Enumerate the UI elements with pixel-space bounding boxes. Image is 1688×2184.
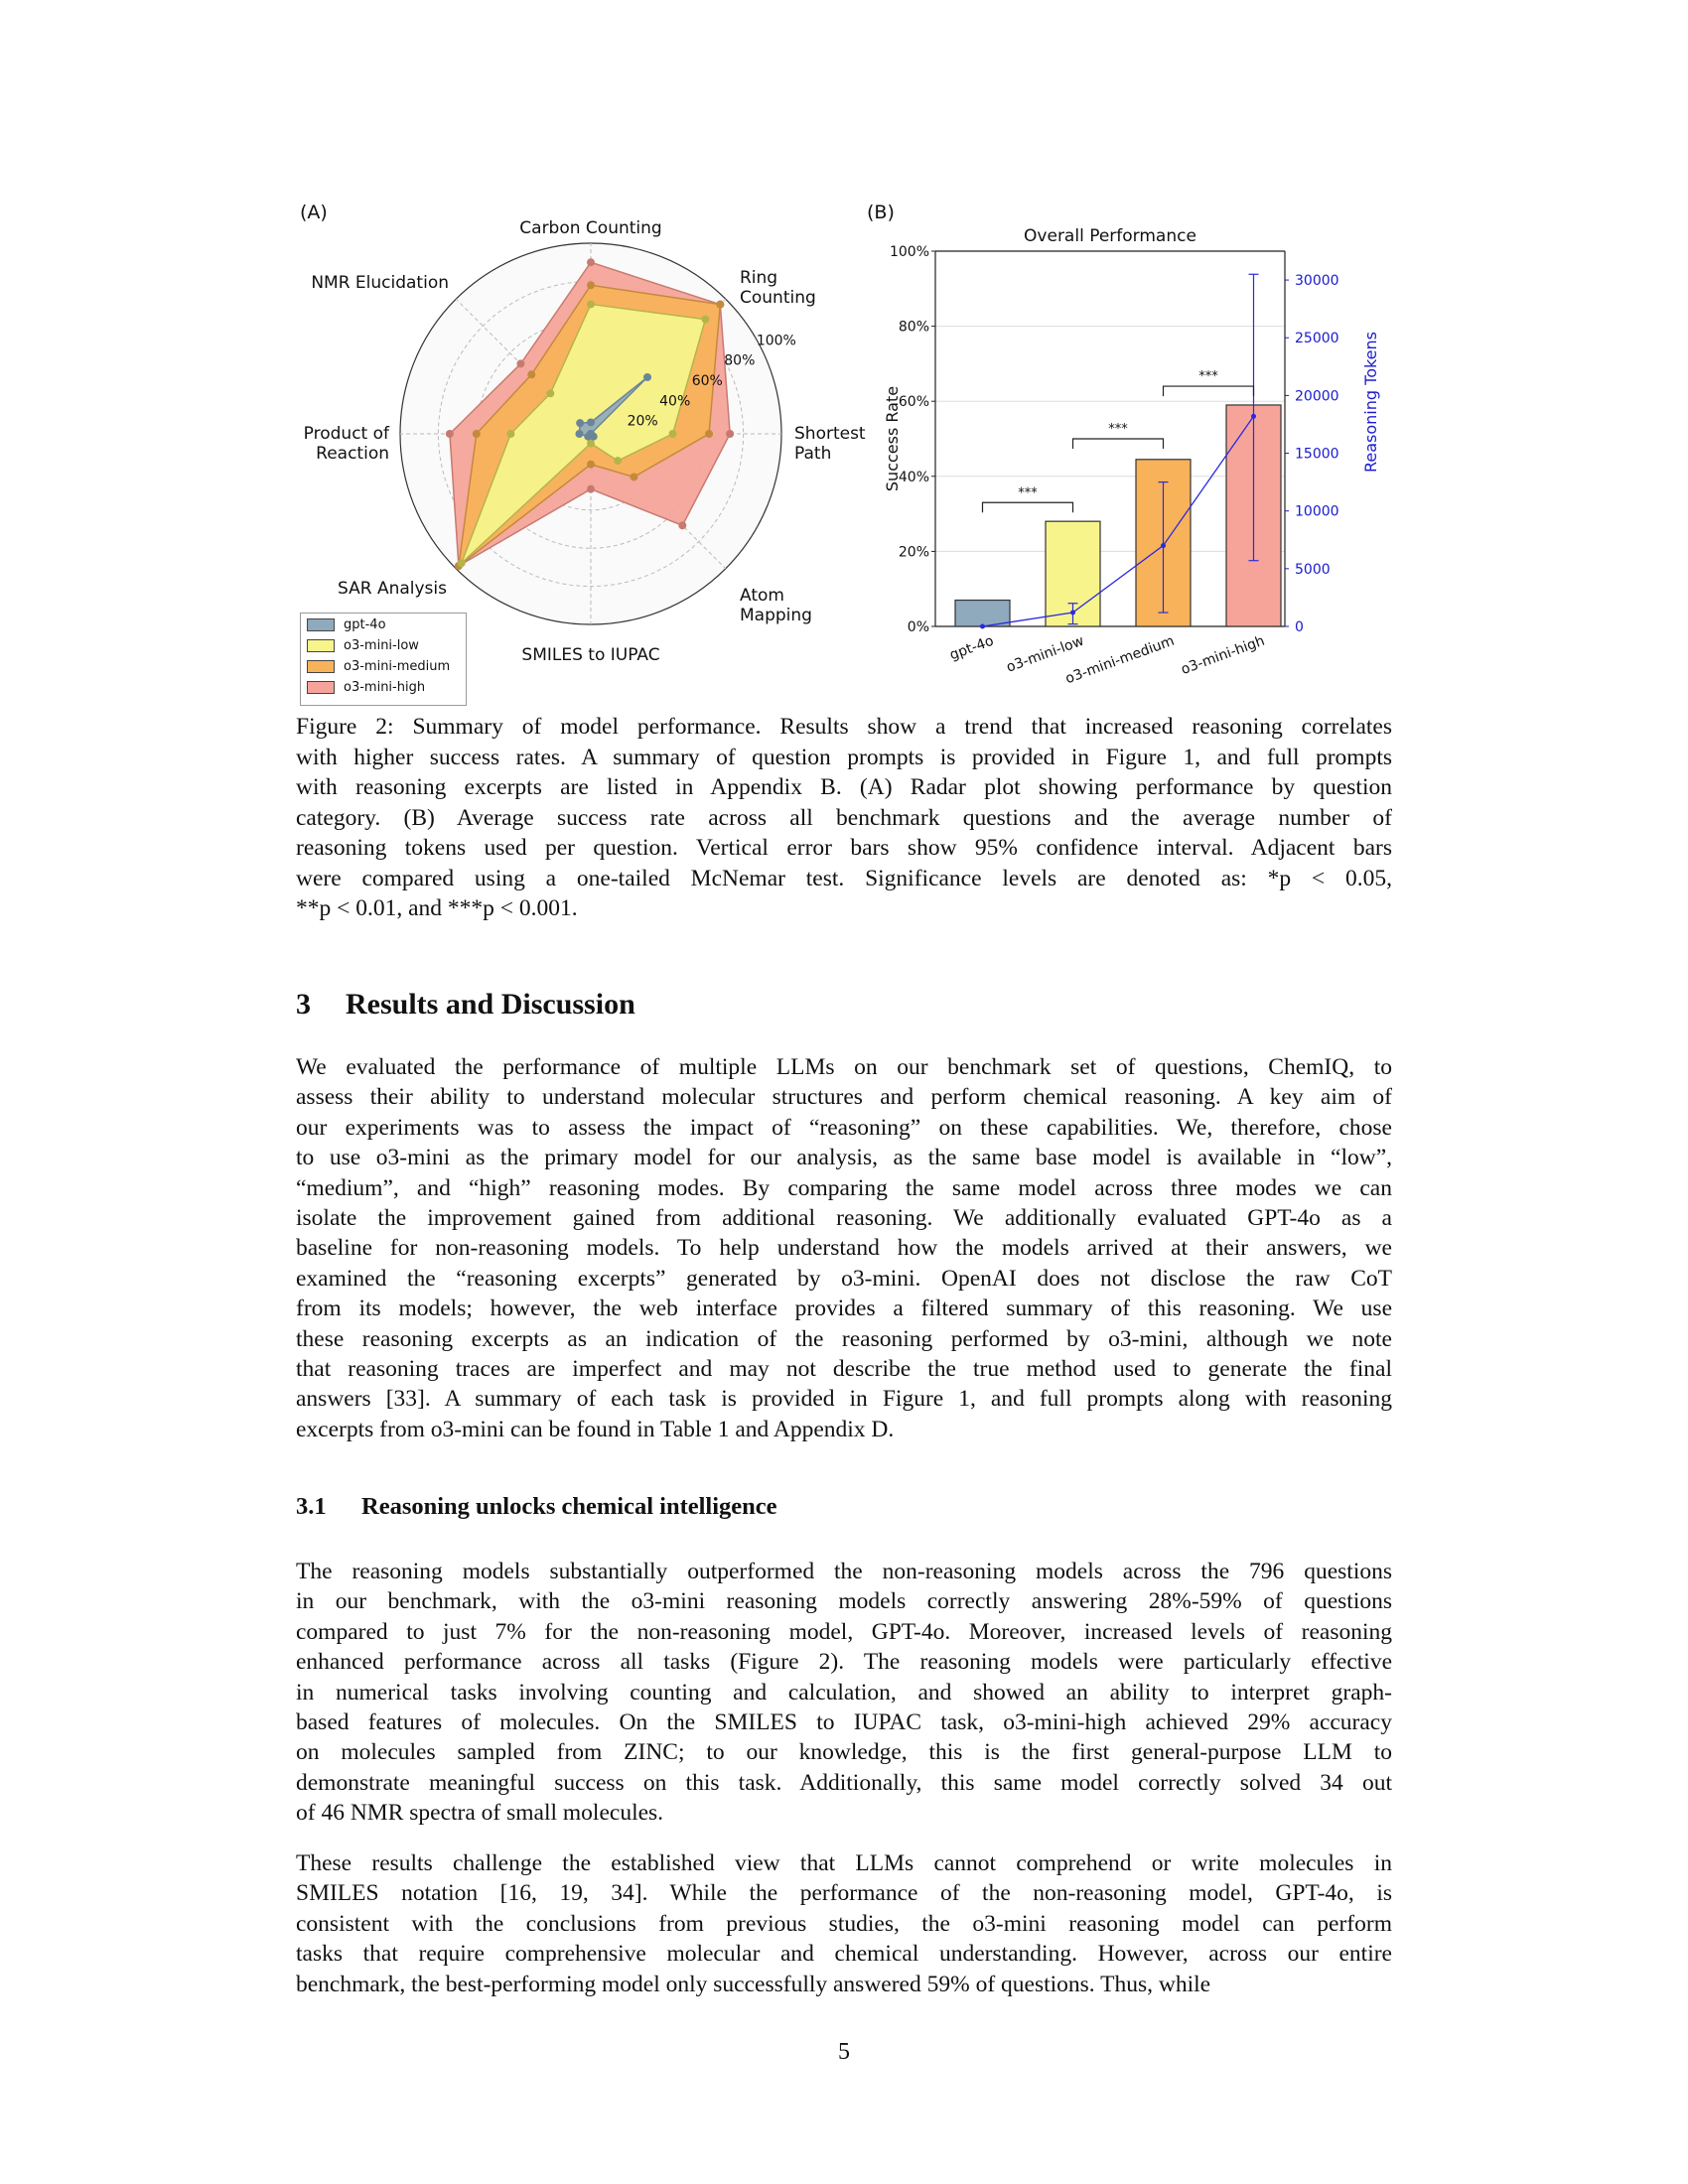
radar-point	[705, 430, 713, 438]
caption-line: were compared using a one-tailed McNemar test. Significance levels are denoted as: *p < 0.05,	[296, 865, 1392, 891]
left-tick-label: 80%	[898, 319, 929, 336]
paragraph-line: benchmark, the best-performing model only successfully answered 59% of questions. Thus, while	[296, 1971, 1211, 1997]
radar-category-label-part: Path	[794, 444, 832, 464]
right-axis-title: Reasoning Tokens	[1361, 332, 1380, 473]
bar-category-label: o3-mini-high	[1179, 632, 1267, 678]
panel-a-label: (A)	[300, 202, 328, 223]
paragraph-line: demonstrate meaningful success on this task. Additionally, this same model correctly solved 34 out	[296, 1769, 1392, 1796]
legend-entry	[301, 656, 466, 676]
bar-category-label: o3-mini-medium	[1062, 632, 1177, 688]
significance-label: ***	[1108, 422, 1128, 437]
paragraph-line: tasks that require comprehensive molecular and chemical understanding. However, across our entire	[296, 1941, 1392, 1968]
paragraph-results	[296, 1557, 1392, 1829]
radar-category-label-part: Atom	[740, 586, 784, 606]
radar-ring-label: 40%	[659, 393, 691, 410]
radar-category-label-part: Product of	[303, 424, 389, 444]
caption-line: reasoning tokens used per question. Vertical error bars show 95% confidence interval. Adjacent bars	[296, 835, 1392, 861]
radar-point	[587, 281, 595, 289]
panel-b-label: (B)	[867, 202, 895, 223]
caption-line: category. (B) Average success rate across all benchmark questions and the average number of	[296, 804, 1392, 831]
radar-point	[587, 258, 595, 266]
bar-chart-title: Overall Performance	[1024, 226, 1196, 246]
paragraph-line: The reasoning models substantially outperformed the non-reasoning models across the 796 questions	[296, 1559, 1392, 1584]
paragraph-line: from its models; however, the web interface provides a filtered summary of this reasoning. We use	[296, 1296, 1392, 1322]
radar-ring-label: 20%	[627, 413, 658, 430]
right-tick-label: 15000	[1295, 446, 1339, 463]
page-number: 5	[838, 2039, 850, 2065]
radar-category-label: SAR Analysis	[338, 579, 447, 599]
radar-point	[678, 521, 686, 529]
radar-category-label: Carbon Counting	[519, 218, 662, 238]
paragraph-line: excerpts from o3-mini can be found in Table 1 and Appendix D.	[296, 1416, 895, 1442]
radar-ring-label: 80%	[724, 352, 756, 369]
radar-point	[726, 430, 734, 438]
caption-line: Figure 2: Summary of model performance. Results show a trend that increased reasoning correlates	[296, 714, 1392, 740]
radar-point	[527, 370, 535, 378]
radar-category-label-part: Reaction	[316, 444, 389, 464]
radar-point	[587, 440, 595, 448]
bar-chart	[864, 213, 1400, 710]
paragraph-line: These results challenge the established view that LLMs cannot comprehend or write molecules in	[296, 1850, 1392, 1876]
radar-point	[584, 433, 592, 441]
radar-point	[546, 389, 554, 397]
legend-swatch	[307, 639, 335, 652]
bar-gpt-4o	[955, 601, 1010, 626]
token-point	[980, 624, 985, 629]
radar-point	[587, 485, 595, 493]
radar-category-label-part: Mapping	[740, 606, 812, 625]
right-tick-label: 30000	[1295, 273, 1339, 290]
right-tick-label: 20000	[1295, 388, 1339, 405]
section-number: 3	[296, 988, 311, 1021]
radar-category-label	[740, 268, 816, 308]
radar-ring-label: 100%	[756, 333, 796, 349]
paragraph-line: examined the “reasoning excerpts” generated by o3-mini. OpenAI does not disclose the raw CoT	[296, 1265, 1392, 1292]
radar-ring-label: 60%	[691, 372, 723, 389]
paragraph-line: baseline for non-reasoning models. To help understand how the models arrived at their answers, we	[296, 1235, 1392, 1262]
radar-category-label	[794, 424, 866, 464]
token-point	[1070, 611, 1075, 615]
paragraph-line: answers [33]. A summary of each task is provided in Figure 1, and full prompts along with reasoning	[296, 1386, 1392, 1413]
left-tick-label: 0%	[907, 619, 929, 635]
legend-label: o3-mini-high	[344, 679, 426, 695]
legend-swatch	[307, 660, 335, 673]
paragraph-line: in our benchmark, with the o3-mini reasoning models correctly answering 28%-59% of questions	[296, 1588, 1392, 1615]
radar-category-label	[304, 424, 390, 464]
radar-point	[446, 430, 454, 438]
radar-category-label: NMR Elucidation	[311, 273, 449, 293]
paragraph-line: on molecules sampled from ZINC; to our knowledge, this is the first general-purpose LLM to	[296, 1739, 1392, 1766]
paragraph-line: based features of molecules. On the SMILES to IUPAC task, o3-mini-high achieved 29% accuracy	[296, 1709, 1392, 1736]
significance-bracket	[1164, 386, 1254, 396]
paragraph-line: in numerical tasks involving counting and calculation, and showed an ability to interpret graph-	[296, 1679, 1392, 1706]
legend-entry	[301, 635, 466, 655]
paragraph-line: SMILES notation [16, 19, 34]. While the performance of the non-reasoning model, GPT-4o, is	[296, 1880, 1392, 1907]
radar-point	[587, 300, 595, 308]
section-heading	[296, 988, 635, 1022]
legend-swatch	[307, 618, 335, 631]
token-point	[1161, 543, 1166, 548]
significance-label: ***	[1018, 485, 1038, 501]
radar-point	[516, 359, 524, 367]
paragraph-intro	[296, 1052, 1392, 1444]
radar-point	[643, 373, 651, 381]
paragraph-line: our experiments was to assess the impact of “reasoning” on these capabilities. We, therefore, chose	[296, 1114, 1392, 1141]
radar-category-label-part: Shortest	[794, 424, 866, 444]
legend-label: o3-mini-medium	[344, 658, 451, 674]
significance-label: ***	[1198, 369, 1218, 385]
left-tick-label: 20%	[898, 544, 929, 561]
right-tick-label: 25000	[1295, 331, 1339, 347]
paragraph-line: We evaluated the performance of multiple LLMs on our benchmark set of questions, ChemIQ, to	[296, 1054, 1392, 1080]
left-tick-label: 100%	[889, 244, 929, 260]
radar-point	[575, 430, 583, 438]
subsection-heading	[296, 1493, 777, 1521]
radar-category-label: SMILES to IUPAC	[521, 645, 660, 665]
radar-category-label	[740, 586, 812, 625]
left-axis-title: Success Rate	[883, 385, 902, 492]
subsection-number: 3.1	[296, 1493, 327, 1520]
radar-point	[614, 457, 622, 465]
legend-label: gpt-4o	[344, 616, 386, 632]
right-tick-label: 10000	[1295, 503, 1339, 520]
paragraph-line: assess their ability to understand molecular structures and perform chemical reasoning. A key aim of	[296, 1084, 1392, 1111]
paragraph-line: compared to just 7% for the non-reasoning model, GPT-4o. Moreover, increased levels of reasoning	[296, 1618, 1392, 1645]
paragraph-line: that reasoning traces are imperfect and may not describe the true method used to generate the final	[296, 1356, 1392, 1383]
right-tick-label: 5000	[1295, 561, 1331, 578]
paragraph-line: “medium”, and “high” reasoning modes. By comparing the same model across three modes we can	[296, 1174, 1392, 1201]
radar-point	[506, 430, 514, 438]
subsection-title: Reasoning unlocks chemical intelligence	[361, 1493, 777, 1520]
radar-point	[669, 430, 677, 438]
caption-line: with higher success rates. A summary of question prompts is provided in Figure 1, and full prompts	[296, 744, 1392, 770]
section-title: Results and Discussion	[346, 988, 635, 1021]
paragraph-line: enhanced performance across all tasks (Figure 2). The reasoning models were particularly effective	[296, 1649, 1392, 1676]
radar-point	[576, 419, 584, 427]
significance-bracket	[983, 502, 1073, 512]
paragraph-discussion	[296, 1848, 1392, 1999]
paragraph-line: of 46 NMR spectra of small molecules.	[296, 1800, 664, 1827]
radar-category-label-part: Ring	[740, 268, 778, 288]
legend-entry	[301, 614, 466, 634]
radar-point	[458, 559, 466, 567]
caption-line: **p < 0.01, and ***p < 0.001.	[296, 895, 578, 921]
radar-point	[630, 473, 637, 480]
radar-point	[587, 461, 595, 469]
radar-point	[701, 316, 709, 324]
paragraph-line: consistent with the conclusions from previous studies, the o3-mini reasoning model can perform	[296, 1910, 1392, 1937]
token-point	[1251, 414, 1256, 419]
left-tick-label: 40%	[898, 469, 929, 485]
significance-bracket	[1073, 439, 1164, 449]
legend-swatch	[307, 681, 335, 694]
radar-point	[587, 418, 595, 426]
legend-label: o3-mini-low	[344, 637, 419, 653]
legend-entry	[301, 677, 466, 697]
figure-caption	[296, 712, 1392, 924]
paragraph-line: to use o3-mini as the primary model for our analysis, as the same base model is available in “low”,	[296, 1145, 1392, 1171]
left-tick-label: 60%	[898, 394, 929, 411]
tokens-line	[983, 416, 1254, 626]
right-tick-label: 0	[1295, 619, 1304, 635]
paragraph-line: isolate the improvement gained from additional reasoning. We additionally evaluated GPT-4o as a	[296, 1205, 1392, 1232]
bar-category-label: o3-mini-low	[1004, 632, 1086, 676]
caption-line: with reasoning excerpts are listed in Appendix B. (A) Radar plot showing performance by question	[296, 774, 1392, 800]
radar-point	[473, 430, 481, 438]
radar-category-label-part: Counting	[740, 288, 816, 308]
radar-point	[716, 301, 724, 309]
bar-category-label: gpt-4o	[947, 632, 996, 664]
radar-legend	[300, 613, 467, 706]
paragraph-line: these reasoning excerpts as an indication of the reasoning performed by o3-mini, although we note	[296, 1325, 1392, 1352]
